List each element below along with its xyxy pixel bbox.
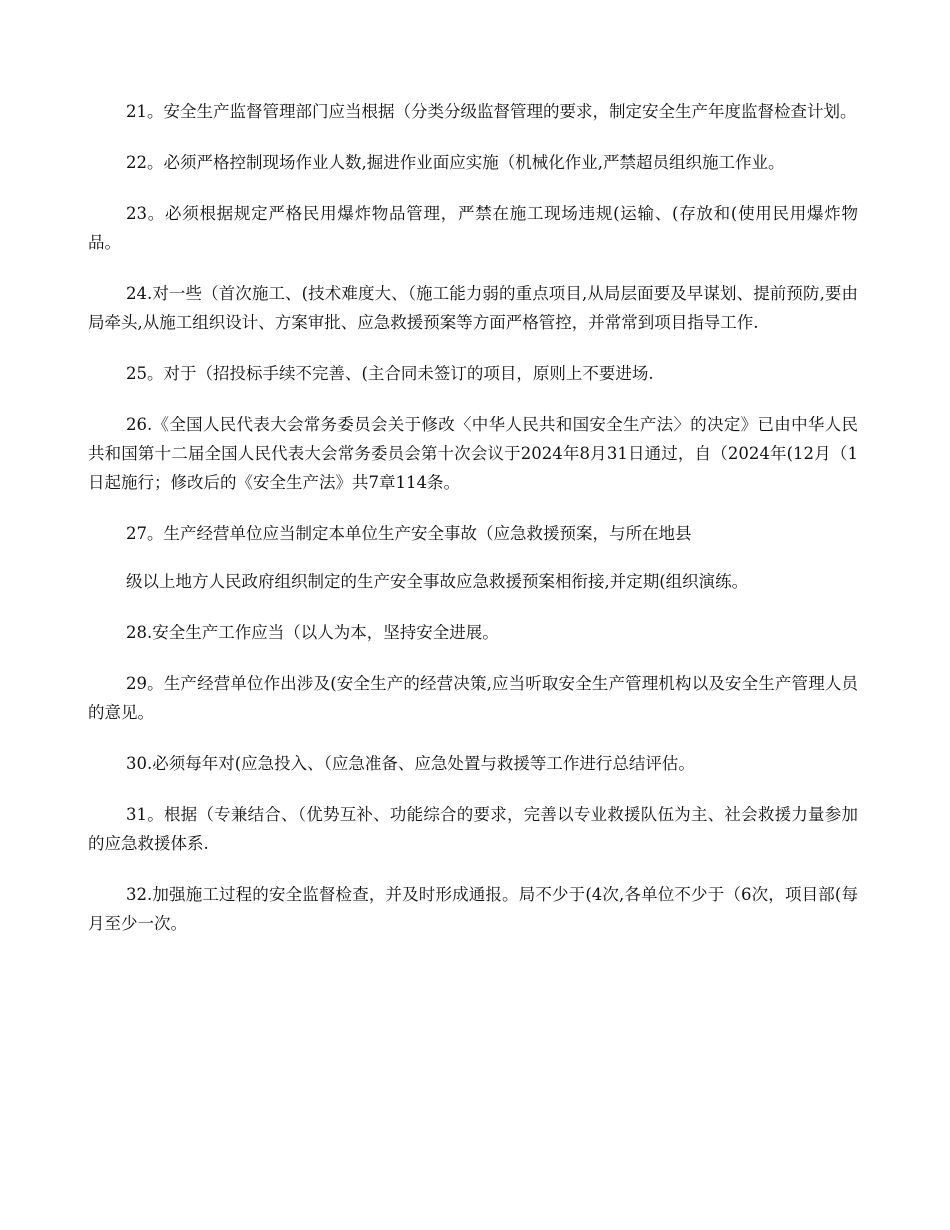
paragraph-23: 23。必须根据规定严格民用爆炸物品管理，严禁在施工现场违规(运输、(存放和(使用民用爆炸物品。 <box>88 204 858 252</box>
paragraph-22: 22。必须严格控制现场作业人数,掘进作业面应实施（机械化作业,严禁超员组织施工作业。 <box>126 153 785 172</box>
paragraph-29: 29。生产经营单位作出涉及(安全生产的经营决策,应当听取安全生产管理机构以及安全生产管理人员的意见。 <box>88 674 858 722</box>
document-page <box>88 97 858 960</box>
paragraph-26: 26.《全国人民代表大会常务委员会关于修改〈中华人民共和国安全生产法〉的决定》已由中华人民共和国第十二届全国人民代表大会常务委员会第十次会议于2024年8月31日通过，自（2024年(12月（1日起施行；修改后的《安全生产法》共7章114条。 <box>88 415 858 492</box>
paragraph-24: 24.对一些（首次施工、(技术难度大、（施工能力弱的重点项目,从局层面要及早谋划、提前预防,要由局牵头,从施工组织设计、方案审批、应急救援预案等方面严格管控，并常常到项目指导工作. <box>88 284 858 332</box>
paragraph-28: 28.安全生产工作应当（以人为本，坚持安全进展。 <box>126 623 499 642</box>
paragraph-27-continued: 级以上地方人民政府组织制定的生产安全事故应急救援预案相衔接,并定期(组织演练。 <box>126 572 749 591</box>
paragraph-25: 25。对于（招投标手续不完善、(主合同未签订的项目，原则上不要进场. <box>126 364 654 383</box>
paragraph-21: 21。安全生产监督管理部门应当根据（分类分级监督管理的要求，制定安全生产年度监督检查计划。 <box>126 102 857 121</box>
paragraph-32: 32.加强施工过程的安全监督检查，并及时形成通报。局不少于(4次,各单位不少于（6次，项目部(每月至少一次。 <box>88 885 858 933</box>
paragraph-30: 30.必须每年对(应急投入、（应急准备、应急处置与救援等工作进行总结评估。 <box>126 754 695 773</box>
paragraph-27: 27。生产经营单位应当制定本单位生产安全事故（应急救援预案，与所在地县 <box>126 524 692 543</box>
paragraph-31: 31。根据（专兼结合、（优势互补、功能综合的要求，完善以专业救援队伍为主、社会救援力量参加的应急救援体系. <box>88 805 858 853</box>
